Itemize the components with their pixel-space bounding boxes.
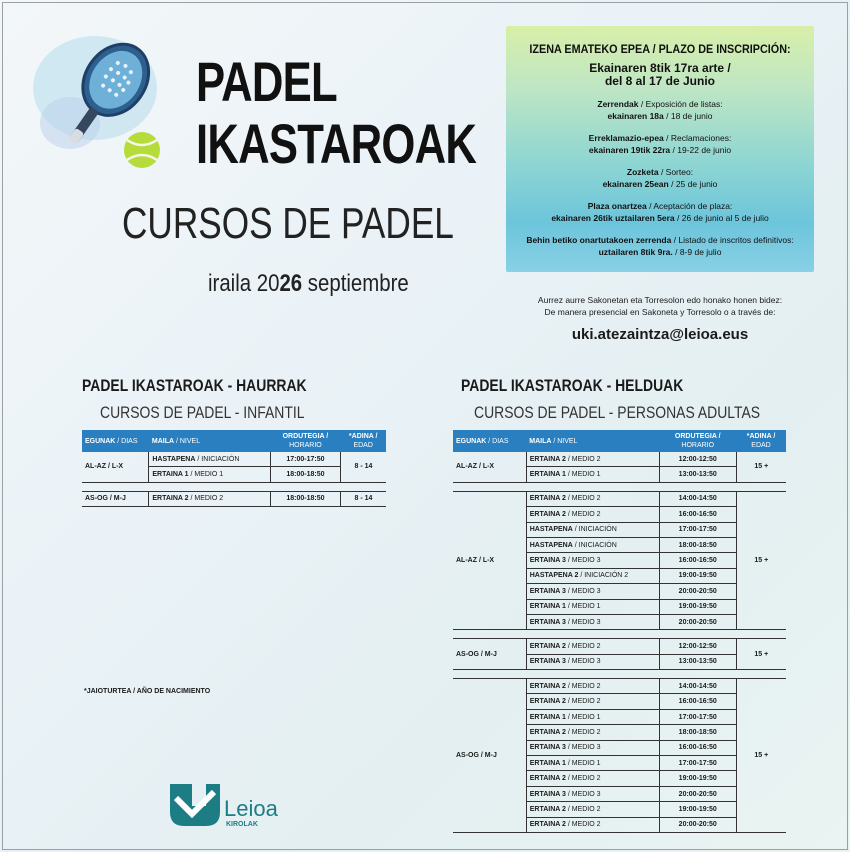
hours-cell: 14:00-14:50	[659, 679, 736, 694]
logo-sub: KIROLAK	[226, 821, 258, 828]
hours-cell: 16:00-16:50	[659, 507, 736, 522]
header-age: *ADINA / EDAD	[340, 430, 386, 452]
infantil-subtitle: CURSOS DE PADEL - INFANTIL	[100, 403, 305, 422]
info-block-date: ekainaren 19tik 22ra	[588, 145, 671, 155]
hours-cell: 17:00-17:50	[270, 452, 340, 467]
hours-cell: 18:00-18:50	[270, 491, 340, 506]
hours-cell: 17:00-17:50	[659, 522, 736, 537]
level-cell: ERTAINA 2 / MEDIO 2	[526, 639, 659, 654]
level-cell: ERTAINA 2 / MEDIO 2	[526, 491, 659, 506]
hours-cell: 13:00-13:50	[659, 467, 736, 482]
hours-cell: 20:00-20:50	[659, 817, 736, 832]
registration-info-box	[506, 26, 814, 272]
days-cell: AL-AZ / L-X	[453, 491, 526, 630]
info-block-label: Behin betiko onartutakoen zerrenda	[526, 235, 672, 245]
hours-cell: 16:00-16:50	[659, 553, 736, 568]
info-block	[506, 132, 814, 156]
level-cell: ERTAINA 2 / MEDIO 2	[526, 725, 659, 740]
header-level: MAILA / NIVEL	[149, 430, 271, 452]
header-age: *ADINA / EDAD	[736, 430, 786, 452]
level-cell: HASTAPENA / INICIACIÓN	[526, 522, 659, 537]
table-header-row	[82, 430, 386, 452]
days-cell: AL-AZ / L-X	[82, 452, 149, 482]
info-block-date-es: / 25 de junio	[668, 179, 718, 189]
level-cell: ERTAINA 3 / MEDIO 3	[526, 614, 659, 629]
level-cell: ERTAINA 2 / MEDIO 2	[526, 507, 659, 522]
date-post: septiembre	[302, 270, 409, 297]
hours-cell: 19:00-19:50	[659, 599, 736, 614]
info-block-label-es: / Sorteo:	[658, 167, 694, 177]
info-block	[506, 98, 814, 122]
contact-line-eu: Aurrez aurre Sakonetan eta Torresolon edo honako honen bidez:	[537, 295, 783, 305]
level-cell: ERTAINA 2 / MEDIO 2	[526, 694, 659, 709]
contact-text	[506, 294, 814, 318]
info-block-label: Plaza onartzea	[587, 201, 647, 211]
registration-heading: IZENA EMATEKO EPEA / PLAZO DE INSCRIPCIÓN:	[529, 42, 791, 56]
level-cell: ERTAINA 1 / MEDIO 1	[526, 709, 659, 724]
level-cell: HASTAPENA / INICIACIÓN	[149, 452, 271, 467]
age-cell: 8 - 14	[340, 452, 386, 482]
level-cell: ERTAINA 2 / MEDIO 2	[526, 817, 659, 832]
leioa-kirolak-logo	[168, 780, 288, 830]
date-year-bold: 26	[279, 270, 303, 297]
hours-cell: 17:00-17:50	[659, 756, 736, 771]
level-cell: HASTAPENA / INICIACIÓN	[526, 537, 659, 552]
table-row	[82, 452, 386, 467]
header-hours: ORDUTEGIA / HORARIO	[270, 430, 340, 452]
info-block-label: Zerrendak	[597, 99, 639, 109]
hours-cell: 19:00-19:50	[659, 771, 736, 786]
infantil-title: PADEL IKASTAROAK - HAURRAK	[82, 376, 307, 395]
date-pre: iraila 20	[208, 270, 280, 297]
title-line-1: PADEL	[196, 50, 337, 113]
info-block-date-es: / 8-9 de julio	[672, 247, 722, 257]
logo-name: Leioa	[224, 796, 278, 821]
date-line	[208, 270, 409, 298]
subtitle: CURSOS DE PADEL	[122, 199, 454, 248]
days-cell: AS-OG / M-J	[82, 491, 149, 506]
level-cell: ERTAINA 1 / MEDIO 1	[526, 467, 659, 482]
title-line-2: IKASTAROAK	[196, 112, 477, 175]
table-row	[82, 491, 386, 506]
header-level: MAILA / NIVEL	[526, 430, 659, 452]
hours-cell: 18:00-18:50	[270, 467, 340, 482]
info-block-label-es: / Reclamaciones:	[663, 133, 732, 143]
info-block-date: ekainaren 25ean	[602, 179, 669, 189]
level-cell: HASTAPENA 2 / INICIACIÓN 2	[526, 568, 659, 583]
hours-cell: 14:00-14:50	[659, 491, 736, 506]
info-block	[506, 200, 814, 224]
age-cell: 15 +	[736, 679, 786, 833]
email-link[interactable]: uki.atezaintza@leioa.eus	[571, 326, 749, 343]
info-block-label: Erreklamazio-epea	[588, 133, 664, 143]
days-cell: AL-AZ / L-X	[453, 452, 526, 482]
info-block-date: uztailaren 8tik 9ra.	[598, 247, 673, 257]
hours-cell: 19:00-19:50	[659, 568, 736, 583]
hours-cell: 16:00-16:50	[659, 694, 736, 709]
info-block	[506, 234, 814, 258]
hours-cell: 12:00-12:50	[659, 452, 736, 467]
header-days: EGUNAK / DIAS	[82, 430, 149, 452]
info-block-label-es: / Listado de inscritos definitivos:	[671, 235, 794, 245]
table-header-row	[453, 430, 786, 452]
level-cell: ERTAINA 1 / MEDIO 1	[526, 599, 659, 614]
level-cell: ERTAINA 2 / MEDIO 2	[526, 771, 659, 786]
days-cell: AS-OG / M-J	[453, 679, 526, 833]
hours-cell: 20:00-20:50	[659, 614, 736, 629]
level-cell: ERTAINA 2 / MEDIO 2	[526, 452, 659, 467]
table-row	[453, 679, 786, 694]
age-cell: 15 +	[736, 639, 786, 670]
adultos-subtitle: CURSOS DE PADEL - PERSONAS ADULTAS	[474, 403, 761, 422]
header-days: EGUNAK / DIAS	[453, 430, 526, 452]
table-row	[453, 452, 786, 467]
table-row	[453, 491, 786, 506]
level-cell: ERTAINA 2 / MEDIO 2	[149, 491, 271, 506]
hours-cell: 20:00-20:50	[659, 786, 736, 801]
level-cell: ERTAINA 3 / MEDIO 3	[526, 786, 659, 801]
info-block-label: Zozketa	[626, 167, 659, 177]
hours-cell: 16:00-16:50	[659, 740, 736, 755]
level-cell: ERTAINA 2 / MEDIO 2	[526, 802, 659, 817]
age-cell: 8 - 14	[340, 491, 386, 506]
header-hours: ORDUTEGIA / HORARIO	[659, 430, 736, 452]
hours-cell: 18:00-18:50	[659, 537, 736, 552]
level-cell: ERTAINA 3 / MEDIO 3	[526, 584, 659, 599]
age-cell: 15 +	[736, 491, 786, 630]
info-block-date: ekainaren 18a	[607, 111, 664, 121]
info-block-date: ekainaren 26tik uztailaren 5era	[551, 213, 675, 223]
level-cell: ERTAINA 2 / MEDIO 2	[526, 679, 659, 694]
adultos-schedule-table	[453, 430, 786, 833]
padel-racket-illustration	[30, 28, 170, 188]
info-block	[506, 166, 814, 190]
hours-cell: 17:00-17:50	[659, 709, 736, 724]
hours-cell: 12:00-12:50	[659, 639, 736, 654]
info-block-date-es: / 18 de junio	[663, 111, 713, 121]
infantil-schedule-table	[82, 430, 386, 507]
hours-cell: 18:00-18:50	[659, 725, 736, 740]
hours-cell: 13:00-13:50	[659, 654, 736, 669]
age-cell: 15 +	[736, 452, 786, 482]
registration-dates-es: del 8 al 17 de Junio	[604, 74, 716, 88]
contact-line-es: De manera presencial en Sakoneta y Torresolo o a través de:	[544, 307, 776, 317]
level-cell: ERTAINA 3 / MEDIO 3	[526, 654, 659, 669]
info-block-label-es: / Exposición de listas:	[638, 99, 723, 109]
level-cell: ERTAINA 1 / MEDIO 1	[526, 756, 659, 771]
adultos-title: PADEL IKASTAROAK - HELDUAK	[461, 376, 684, 395]
table-row	[453, 639, 786, 654]
info-block-label-es: / Aceptación de plaza:	[646, 201, 733, 211]
footnote: *JAIOTURTEA / AÑO DE NACIMIENTO	[84, 688, 211, 695]
registration-dates-eu: Ekainaren 8tik 17ra arte /	[589, 61, 731, 75]
hours-cell: 20:00-20:50	[659, 584, 736, 599]
info-block-date-es: / 26 de junio al 5 de julio	[674, 213, 769, 223]
level-cell: ERTAINA 3 / MEDIO 3	[526, 553, 659, 568]
hours-cell: 19:00-19:50	[659, 802, 736, 817]
info-block-date-es: / 19-22 de junio	[670, 145, 732, 155]
level-cell: ERTAINA 3 / MEDIO 3	[526, 740, 659, 755]
days-cell: AS-OG / M-J	[453, 639, 526, 670]
level-cell: ERTAINA 1 / MEDIO 1	[149, 467, 271, 482]
